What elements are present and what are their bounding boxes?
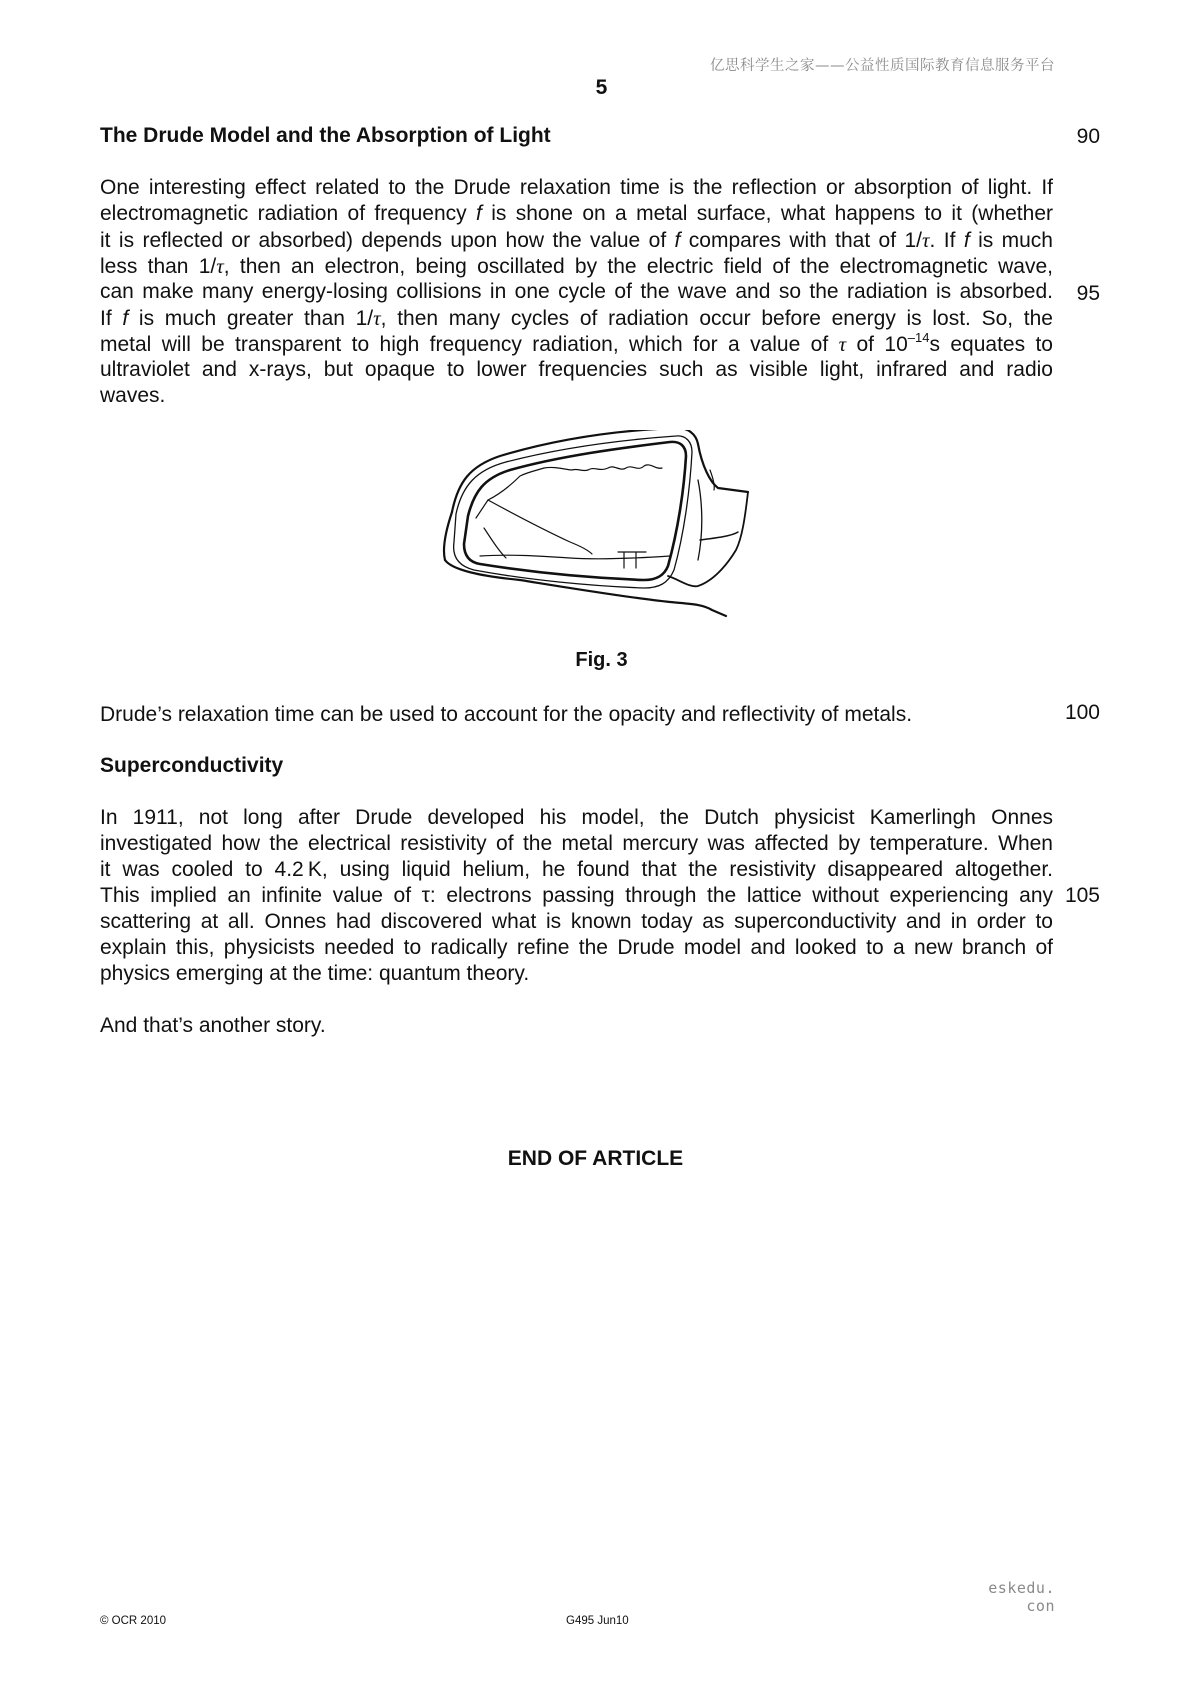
mirror-reflection [476,465,670,568]
paragraph-line: it is reflected or absorbed) depends upon how the value of f compares with that of 1/τ. If f is much [100,228,1053,252]
paragraph-line: it was cooled to 4.2 K, using liquid helium, he found that the resistivity disappeared altogether. [100,858,1053,881]
paragraph-line: electromagnetic radiation of frequency f is shone on a metal surface, what happens to it (whether [100,202,1053,225]
header-watermark: 亿思科学生之家——公益性质国际教育信息服务平台 [710,58,1055,74]
paragraph-line: In 1911, not long after Drude developed his model, the Dutch physicist Kamerlingh Onnes [100,806,1053,829]
paragraph-line: ultraviolet and x-rays, but opaque to lower frequencies such as visible light, infrared and radio [100,358,1053,381]
paragraph-line: physics emerging at the time: quantum theory. [100,962,530,985]
footer-watermark: eskedu. con [988,1579,1055,1615]
wing-mirror-figure [440,430,760,620]
page-number: 5 [595,76,608,99]
paragraph-line: Drude’s relaxation time can be used to account for the opacity and reflectivity of metals. [100,703,913,726]
paragraph-line: investigated how the electrical resistivity of the metal mercury was affected by temperature. When [100,832,1053,855]
figure-caption: Fig. 3 [575,649,628,671]
mirror-glass [454,436,692,588]
paragraph-line: This implied an infinite value of τ: electrons passing through the lattice without experiencing any [100,884,1053,907]
line-number-105: 105 [1064,884,1100,907]
paragraph-line: And that’s another story. [100,1014,326,1037]
paragraph-line: explain this, physicists needed to radically refine the Drude model and looked to a new branch of [100,936,1053,959]
paragraph-line: One interesting effect related to the Drude relaxation time is the reflection or absorption of light. If [100,176,1053,199]
closing-line [100,1013,1053,1039]
line-number-90: 90 [1076,125,1100,148]
paragraph-line: less than 1/τ, then an electron, being oscillated by the electric field of the electromagnetic wave, [100,254,1053,278]
paragraph-line: can make many energy-losing collisions in one cycle of the wave and so the radiation is absorbed. [100,280,1053,303]
footer-copyright: © OCR 2010 [100,1615,167,1627]
line-number-100: 100 [1064,701,1100,724]
paragraph-drude-absorption [100,175,1053,409]
end-of-article: END OF ARTICLE [507,1147,684,1170]
paragraph-line: waves. [100,384,166,407]
drude-relaxation-sentence [100,702,1053,728]
section-title-superconductivity: Superconductivity [100,754,284,777]
footer-code: G495 Jun10 [566,1615,629,1627]
paragraph-superconductivity [100,805,1053,987]
paragraph-line: scattering at all. Onnes had discovered what is known today as superconductivity and in order to [100,910,1053,933]
paragraph-line: If f is much greater than 1/τ, then many cycles of radiation occur before energy is lost. So, the [100,306,1053,330]
paragraph-line: metal will be transparent to high frequency radiation, which for a value of τ of $10^{-14}s$ equates to [100,331,1053,356]
line-number-95: 95 [1076,282,1100,305]
mirror-housing [444,430,748,616]
section-title-drude: The Drude Model and the Absorption of Light [100,124,551,147]
